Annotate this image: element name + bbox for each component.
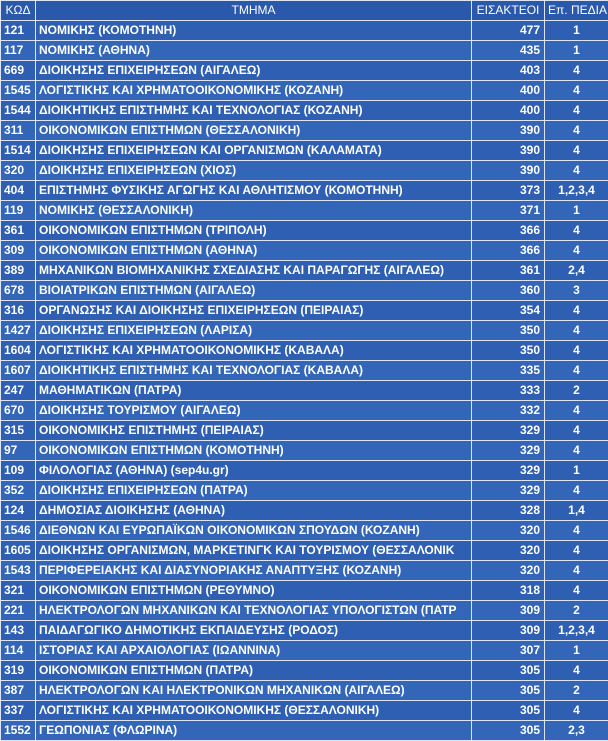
row-fields[interactable]: 4: [545, 321, 608, 341]
row-department[interactable]: ΔΗΜΟΣΙΑΣ ΔΙΟΙΚΗΣΗΣ (ΑΘΗΝΑ): [36, 501, 472, 521]
row-code[interactable]: 117: [1, 41, 36, 61]
row-code[interactable]: 404: [1, 181, 36, 201]
row-fields[interactable]: 1: [545, 641, 608, 661]
table-row[interactable]: [1, 201, 608, 221]
table-row[interactable]: [1, 141, 608, 161]
row-department[interactable]: ΔΙΟΙΚΗΣΗΣ ΤΟΥΡΙΣΜΟΥ (ΑΙΓΑΛΕΩ): [36, 401, 472, 421]
row-code[interactable]: 361: [1, 221, 36, 241]
table-row[interactable]: [1, 301, 608, 321]
row-fields[interactable]: 4: [545, 701, 608, 721]
row-score[interactable]: 335: [472, 361, 545, 381]
row-code[interactable]: 311: [1, 121, 36, 141]
row-score[interactable]: 328: [472, 501, 545, 521]
row-department[interactable]: ΟΙΚΟΝΟΜΙΚΗΣ ΕΠΙΣΤΗΜΗΣ (ΠΕΙΡΑΙΑΣ): [36, 421, 472, 441]
row-code[interactable]: 387: [1, 681, 36, 701]
row-score[interactable]: 360: [472, 281, 545, 301]
table-row[interactable]: [1, 621, 608, 641]
row-fields[interactable]: 1,2,3,4: [545, 181, 608, 201]
row-score[interactable]: 350: [472, 321, 545, 341]
row-code[interactable]: 1607: [1, 361, 36, 381]
table-row[interactable]: [1, 561, 608, 581]
row-department[interactable]: ΗΛΕΚΤΡΟΛΟΓΩΝ ΚΑΙ ΗΛΕΚΤΡΟΝΙΚΩΝ ΜΗΧΑΝΙΚΩΝ (ΑΙΓΑΛΕΩ): [36, 681, 472, 701]
row-score[interactable]: 305: [472, 721, 545, 741]
row-score[interactable]: 305: [472, 661, 545, 681]
table-row[interactable]: [1, 661, 608, 681]
row-score[interactable]: 305: [472, 681, 545, 701]
row-department[interactable]: ΙΣΤΟΡΙΑΣ ΚΑΙ ΑΡΧΑΙΟΛΟΓΙΑΣ (ΙΩΑΝΝΙΝΑ): [36, 641, 472, 661]
row-code[interactable]: 669: [1, 61, 36, 81]
row-score[interactable]: 305: [472, 701, 545, 721]
table-row[interactable]: [1, 101, 608, 121]
table-row[interactable]: [1, 81, 608, 101]
row-department[interactable]: ΔΙΟΙΚΗΤΙΚΗΣ ΕΠΙΣΤΗΜΗΣ ΚΑΙ ΤΕΧΝΟΛΟΓΙΑΣ (ΚΟΖΑΝΗ): [36, 101, 472, 121]
row-fields[interactable]: 4: [545, 581, 608, 601]
row-code[interactable]: 143: [1, 621, 36, 641]
table-row[interactable]: [1, 121, 608, 141]
row-fields[interactable]: 1: [545, 21, 608, 41]
row-score[interactable]: 400: [472, 81, 545, 101]
row-code[interactable]: 320: [1, 161, 36, 181]
row-code[interactable]: 1546: [1, 521, 36, 541]
table-row[interactable]: [1, 41, 608, 61]
row-department[interactable]: ΔΙΟΙΚΗΣΗΣ ΕΠΙΧΕΙΡΗΣΕΩΝ (ΛΑΡΙΣΑ): [36, 321, 472, 341]
row-score[interactable]: 371: [472, 201, 545, 221]
row-code[interactable]: 97: [1, 441, 36, 461]
row-code[interactable]: 1545: [1, 81, 36, 101]
row-fields[interactable]: 4: [545, 121, 608, 141]
table-row[interactable]: [1, 381, 608, 401]
row-code[interactable]: 670: [1, 401, 36, 421]
row-department[interactable]: ΛΟΓΙΣΤΙΚΗΣ ΚΑΙ ΧΡΗΜΑΤΟΟΙΚΟΝΟΜΙΚΗΣ (ΘΕΣΣΑΛΟΝΙΚΗ): [36, 701, 472, 721]
table-row[interactable]: [1, 181, 608, 201]
row-department[interactable]: ΟΙΚΟΝΟΜΙΚΩΝ ΕΠΙΣΤΗΜΩΝ (ΘΕΣΣΑΛΟΝΙΚΗ): [36, 121, 472, 141]
row-score[interactable]: 361: [472, 261, 545, 281]
row-department[interactable]: ΛΟΓΙΣΤΙΚΗΣ ΚΑΙ ΧΡΗΜΑΤΟΟΙΚΟΝΟΜΙΚΗΣ (ΚΑΒΑΛΑ): [36, 341, 472, 361]
row-code[interactable]: 316: [1, 301, 36, 321]
table-row[interactable]: [1, 441, 608, 461]
row-code[interactable]: 1514: [1, 141, 36, 161]
row-fields[interactable]: 4: [545, 661, 608, 681]
table-row[interactable]: [1, 281, 608, 301]
row-score[interactable]: 318: [472, 581, 545, 601]
row-score[interactable]: 373: [472, 181, 545, 201]
table-row[interactable]: [1, 221, 608, 241]
row-department[interactable]: ΟΙΚΟΝΟΜΙΚΩΝ ΕΠΙΣΤΗΜΩΝ (ΤΡΙΠΟΛΗ): [36, 221, 472, 241]
row-score[interactable]: 400: [472, 101, 545, 121]
row-score[interactable]: 390: [472, 161, 545, 181]
row-code[interactable]: 114: [1, 641, 36, 661]
row-score[interactable]: 435: [472, 41, 545, 61]
row-fields[interactable]: 4: [545, 521, 608, 541]
row-department[interactable]: ΟΙΚΟΝΟΜΙΚΩΝ ΕΠΙΣΤΗΜΩΝ (ΚΟΜΟΤΗΝΗ): [36, 441, 472, 461]
header-department[interactable]: ΤΜΗΜΑ: [36, 1, 472, 21]
row-code[interactable]: 121: [1, 21, 36, 41]
row-score[interactable]: 477: [472, 21, 545, 41]
row-code[interactable]: 119: [1, 201, 36, 221]
row-score[interactable]: 309: [472, 621, 545, 641]
row-fields[interactable]: 4: [545, 441, 608, 461]
row-department[interactable]: ΛΟΓΙΣΤΙΚΗΣ ΚΑΙ ΧΡΗΜΑΤΟΟΙΚΟΝΟΜΙΚΗΣ (ΚΟΖΑΝΗ): [36, 81, 472, 101]
row-fields[interactable]: 4: [545, 241, 608, 261]
row-fields[interactable]: 2: [545, 601, 608, 621]
table-row[interactable]: [1, 481, 608, 501]
table-row[interactable]: [1, 341, 608, 361]
table-row[interactable]: [1, 401, 608, 421]
row-fields[interactable]: 4: [545, 61, 608, 81]
row-score[interactable]: 403: [472, 61, 545, 81]
row-department[interactable]: ΦΙΛΟΛΟΓΙΑΣ (ΑΘΗΝΑ) (sep4u.gr): [36, 461, 472, 481]
row-department[interactable]: ΠΑΙΔΑΓΩΓΙΚΟ ΔΗΜΟΤΙΚΗΣ ΕΚΠΑΙΔΕΥΣΗΣ (ΡΟΔΟΣ): [36, 621, 472, 641]
row-department[interactable]: ΔΙΟΙΚΗΣΗΣ ΕΠΙΧΕΙΡΗΣΕΩΝ ΚΑΙ ΟΡΓΑΝΙΣΜΩΝ (ΚΑΛΑΜΑΤΑ): [36, 141, 472, 161]
table-row[interactable]: [1, 21, 608, 41]
table-row[interactable]: [1, 501, 608, 521]
row-fields[interactable]: 2,4: [545, 261, 608, 281]
table-row[interactable]: [1, 521, 608, 541]
row-score[interactable]: 329: [472, 481, 545, 501]
header-score[interactable]: ΕΙΣΑΚΤΕΟΙ: [472, 1, 545, 21]
row-department[interactable]: ΝΟΜΙΚΗΣ (ΑΘΗΝΑ): [36, 41, 472, 61]
table-row[interactable]: [1, 701, 608, 721]
row-fields[interactable]: 4: [545, 401, 608, 421]
row-code[interactable]: 1605: [1, 541, 36, 561]
row-department[interactable]: ΟΙΚΟΝΟΜΙΚΩΝ ΕΠΙΣΤΗΜΩΝ (ΑΘΗΝΑ): [36, 241, 472, 261]
table-row[interactable]: [1, 241, 608, 261]
row-fields[interactable]: 1: [545, 461, 608, 481]
row-fields[interactable]: 4: [545, 341, 608, 361]
row-code[interactable]: 319: [1, 661, 36, 681]
table-row[interactable]: [1, 421, 608, 441]
table-row[interactable]: [1, 361, 608, 381]
row-department[interactable]: ΟΙΚΟΝΟΜΙΚΩΝ ΕΠΙΣΤΗΜΩΝ (ΠΑΤΡΑ): [36, 661, 472, 681]
table-row[interactable]: [1, 581, 608, 601]
row-code[interactable]: 1427: [1, 321, 36, 341]
row-fields[interactable]: 4: [545, 421, 608, 441]
table-row[interactable]: [1, 541, 608, 561]
row-code[interactable]: 247: [1, 381, 36, 401]
row-department[interactable]: ΠΕΡΙΦΕΡΕΙΑΚΗΣ ΚΑΙ ΔΙΑΣΥΝΟΡΙΑΚΗΣ ΑΝΑΠΤΥΞΗΣ (ΚΟΖΑΝΗ): [36, 561, 472, 581]
row-fields[interactable]: 4: [545, 221, 608, 241]
row-code[interactable]: 124: [1, 501, 36, 521]
row-department[interactable]: ΔΙΟΙΚΗΣΗΣ ΕΠΙΧΕΙΡΗΣΕΩΝ (ΑΙΓΑΛΕΩ): [36, 61, 472, 81]
row-score[interactable]: 366: [472, 241, 545, 261]
table-row[interactable]: [1, 601, 608, 621]
row-fields[interactable]: 1: [545, 201, 608, 221]
header-row: [1, 1, 608, 21]
row-department[interactable]: ΔΙΟΙΚΗΣΗΣ ΕΠΙΧΕΙΡΗΣΕΩΝ (ΠΑΤΡΑ): [36, 481, 472, 501]
row-department[interactable]: ΓΕΩΠΟΝΙΑΣ (ΦΛΩΡΙΝΑ): [36, 721, 472, 741]
row-code[interactable]: 1544: [1, 101, 36, 121]
row-code[interactable]: 315: [1, 421, 36, 441]
row-department[interactable]: ΔΙΕΘΝΩΝ ΚΑΙ ΕΥΡΩΠΑΪΚΩΝ ΟΙΚΟΝΟΜΙΚΩΝ ΣΠΟΥΔΩΝ (ΚΟΖΑΝΗ): [36, 521, 472, 541]
row-score[interactable]: 329: [472, 421, 545, 441]
row-code[interactable]: 337: [1, 701, 36, 721]
row-department[interactable]: ΟΡΓΑΝΩΣΗΣ ΚΑΙ ΔΙΟΙΚΗΣΗΣ ΕΠΙΧΕΙΡΗΣΕΩΝ (ΠΕΙΡΑΙΑΣ): [36, 301, 472, 321]
table-row[interactable]: [1, 641, 608, 661]
row-fields[interactable]: 4: [545, 141, 608, 161]
header-code[interactable]: ΚΩΔ: [1, 1, 36, 21]
row-score[interactable]: 320: [472, 521, 545, 541]
row-department[interactable]: ΝΟΜΙΚΗΣ (ΘΕΣΣΑΛΟΝΙΚΗ): [36, 201, 472, 221]
row-fields[interactable]: 4: [545, 361, 608, 381]
row-score[interactable]: 332: [472, 401, 545, 421]
row-code[interactable]: 1552: [1, 721, 36, 741]
table-row[interactable]: [1, 321, 608, 341]
row-fields[interactable]: 4: [545, 481, 608, 501]
table-row[interactable]: [1, 161, 608, 181]
row-department[interactable]: ΔΙΟΙΚΗΣΗΣ ΟΡΓΑΝΙΣΜΩΝ, ΜΑΡΚΕΤΙΝΓΚ ΚΑΙ ΤΟΥΡΙΣΜΟΥ (ΘΕΣΣΑΛΟΝΙΚ: [36, 541, 472, 561]
row-fields[interactable]: 4: [545, 541, 608, 561]
row-department[interactable]: ΜΑΘΗΜΑΤΙΚΩΝ (ΠΑΤΡΑ): [36, 381, 472, 401]
row-department[interactable]: ΗΛΕΚΤΡΟΛΟΓΩΝ ΜΗΧΑΝΙΚΩΝ ΚΑΙ ΤΕΧΝΟΛΟΓΙΑΣ ΥΠΟΛΟΓΙΣΤΩΝ (ΠΑΤΡ: [36, 601, 472, 621]
table-row[interactable]: [1, 681, 608, 701]
row-fields[interactable]: 4: [545, 301, 608, 321]
row-fields[interactable]: 1,4: [545, 501, 608, 521]
row-fields[interactable]: 2,3: [545, 721, 608, 741]
row-code[interactable]: 389: [1, 261, 36, 281]
row-fields[interactable]: 4: [545, 81, 608, 101]
row-code[interactable]: 309: [1, 241, 36, 261]
row-score[interactable]: 354: [472, 301, 545, 321]
row-fields[interactable]: 4: [545, 101, 608, 121]
row-score[interactable]: 350: [472, 341, 545, 361]
row-code[interactable]: 321: [1, 581, 36, 601]
row-code[interactable]: 221: [1, 601, 36, 621]
row-code[interactable]: 1543: [1, 561, 36, 581]
row-department[interactable]: ΟΙΚΟΝΟΜΙΚΩΝ ΕΠΙΣΤΗΜΩΝ (ΡΕΘΥΜΝΟ): [36, 581, 472, 601]
row-score[interactable]: 390: [472, 141, 545, 161]
row-score[interactable]: 320: [472, 541, 545, 561]
row-department[interactable]: ΔΙΟΙΚΗΤΙΚΗΣ ΕΠΙΣΤΗΜΗΣ ΚΑΙ ΤΕΧΝΟΛΟΓΙΑΣ (ΚΑΒΑΛΑ): [36, 361, 472, 381]
row-department[interactable]: ΔΙΟΙΚΗΣΗΣ ΕΠΙΧΕΙΡΗΣΕΩΝ (ΧΙΟΣ): [36, 161, 472, 181]
row-department[interactable]: ΜΗΧΑΝΙΚΩΝ ΒΙΟΜΗΧΑΝΙΚΗΣ ΣΧΕΔΙΑΣΗΣ ΚΑΙ ΠΑΡΑΓΩΓΗΣ (ΑΙΓΑΛΕΩ): [36, 261, 472, 281]
row-fields[interactable]: 2: [545, 381, 608, 401]
row-fields[interactable]: 3: [545, 281, 608, 301]
row-fields[interactable]: 2: [545, 681, 608, 701]
row-code[interactable]: 678: [1, 281, 36, 301]
row-score[interactable]: 329: [472, 441, 545, 461]
row-score[interactable]: 309: [472, 601, 545, 621]
row-score[interactable]: 307: [472, 641, 545, 661]
row-fields[interactable]: 1,2,3,4: [545, 621, 608, 641]
header-fields[interactable]: Επ. ΠΕΔΙΑ: [545, 1, 608, 21]
row-fields[interactable]: 4: [545, 561, 608, 581]
row-score[interactable]: 320: [472, 561, 545, 581]
row-department[interactable]: ΝΟΜΙΚΗΣ (ΚΟΜΟΤΗΝΗ): [36, 21, 472, 41]
row-score[interactable]: 390: [472, 121, 545, 141]
row-code[interactable]: 1604: [1, 341, 36, 361]
row-fields[interactable]: 1: [545, 41, 608, 61]
row-score[interactable]: 366: [472, 221, 545, 241]
table-row[interactable]: [1, 261, 608, 281]
row-fields[interactable]: 4: [545, 161, 608, 181]
row-code[interactable]: 109: [1, 461, 36, 481]
row-code[interactable]: 352: [1, 481, 36, 501]
table-row[interactable]: [1, 461, 608, 481]
row-score[interactable]: 333: [472, 381, 545, 401]
row-department[interactable]: ΒΙΟΙΑΤΡΙΚΩΝ ΕΠΙΣΤΗΜΩΝ (ΑΙΓΑΛΕΩ): [36, 281, 472, 301]
row-score[interactable]: 329: [472, 461, 545, 481]
table-row[interactable]: [1, 61, 608, 81]
row-department[interactable]: ΕΠΙΣΤΗΜΗΣ ΦΥΣΙΚΗΣ ΑΓΩΓΗΣ ΚΑΙ ΑΘΛΗΤΙΣΜΟΥ (ΚΟΜΟΤΗΝΗ): [36, 181, 472, 201]
table-row[interactable]: [1, 721, 608, 741]
